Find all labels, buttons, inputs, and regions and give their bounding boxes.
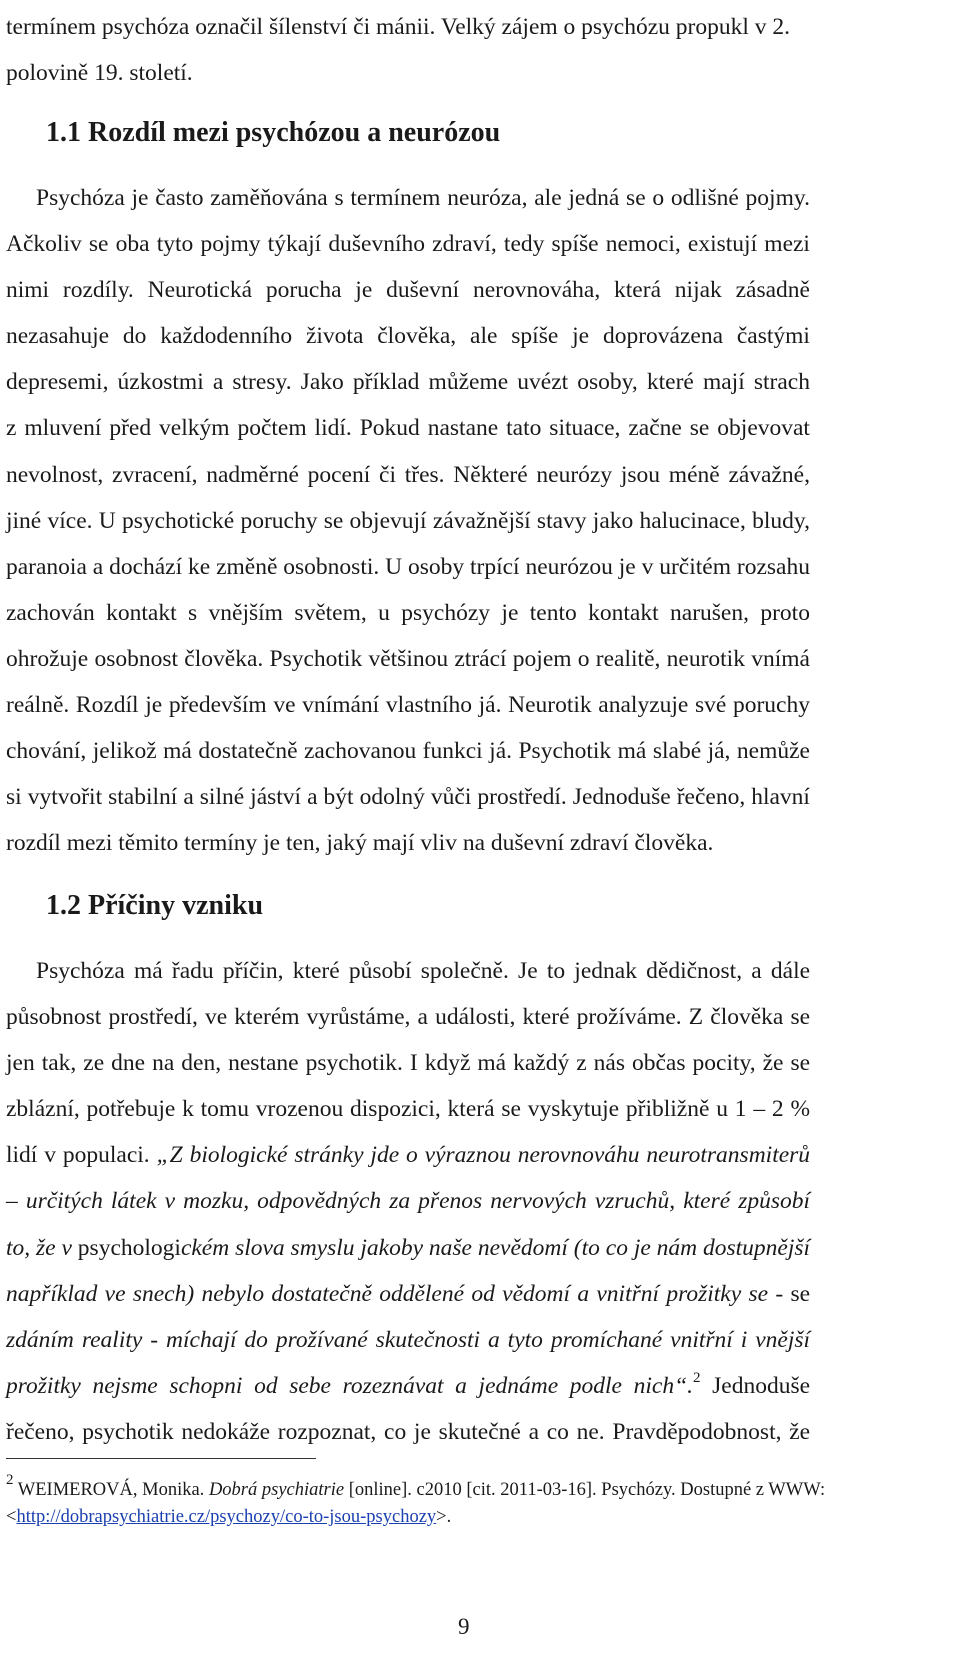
- footnote-reference[interactable]: 2: [693, 1369, 701, 1386]
- text-line: [6, 1132, 810, 1178]
- text-line: nezasahuje do každodenního života člověka, ale spíše je doprovázena častými: [6, 323, 810, 350]
- quote-run: to, že v: [6, 1234, 78, 1261]
- footnote-number: 2: [6, 1472, 14, 1488]
- text-line: si vytvořit stabilní a silné jáství a být odolný vůči prostředí. Jednoduše řečeno, hlavní: [6, 784, 810, 811]
- text-line: [6, 1271, 810, 1317]
- text-line: polovině 19. století.: [6, 60, 193, 87]
- text-line: nevolnost, zvracení, nadměrné pocení či třes. Některé neurózy jsou méně závažné,: [6, 461, 810, 488]
- text-line: Psychóza je často zaměňována s termínem neuróza, ale jedná se o odlišné pojmy.: [36, 185, 810, 211]
- text-line: [6, 1178, 810, 1224]
- text-line: termínem psychóza označil šílenství či mánii. Velký zájem o psychózu propukl v 2.: [6, 14, 791, 40]
- text-line: ohrožuje osobnost člověka. Psychotik většinou ztrácí pojem o realitě, neurotik vnímá: [6, 645, 810, 672]
- quote-run: – určitých látek v mozku, odpovědných za přenos nervových vzruchů, které způsobí: [6, 1188, 811, 1215]
- text-line: chování, jelikož má dostatečně zachovanou funkci já. Psychotik má slabé já, nemůže: [6, 738, 810, 765]
- text-run: Jednoduše: [700, 1372, 811, 1399]
- footnote: [6, 1472, 906, 1531]
- text-line: [6, 1225, 810, 1271]
- text-line: z mluvení před velkým počtem lidí. Pokud nastane tato situace, začne se objevovat: [6, 415, 810, 442]
- footnote-details: [online]. c2010 [cit. 2011-03-16]. Psychózy. Dostupné z WWW:: [344, 1480, 826, 1500]
- quote-run: zdáním reality - míchají do prožívané skutečnosti a tyto promíchané vnitřní i vnější: [6, 1326, 811, 1353]
- footnote-bracket-open: <: [6, 1507, 17, 1527]
- text-line: řečeno, psychotik nedokáže rozpoznat, co je skutečné a co ne. Pravděpodobnost, že: [6, 1418, 811, 1445]
- text-run: lidí v populaci.: [6, 1142, 157, 1169]
- footnote-bracket-close: >.: [436, 1507, 452, 1527]
- text-run: - se: [768, 1280, 811, 1307]
- text-line: reálně. Rozdíl je především ve vnímání vlastního já. Neurotik analyzuje své poruchy: [6, 692, 810, 719]
- footnote-title: Dobrá psychiatrie: [208, 1480, 345, 1500]
- text-line: Ačkoliv se oba tyto pojmy týkají duševního zdraví, tedy spíše nemoci, existují mezi: [6, 231, 810, 258]
- section-heading-1-1: 1.1 Rozdíl mezi psychózou a neurózou: [46, 117, 501, 148]
- text-line: depresemi, úzkostmi a stresy. Jako příklad můžeme uvézt osoby, které mají strach: [6, 369, 810, 396]
- text-line: působnost prostředí, ve kterém vyrůstáme, a události, které prožíváme. Z člověka se: [6, 1004, 811, 1031]
- text-line: [6, 1317, 810, 1363]
- quote-run: ckém slova smyslu jakoby naše nevědomí (to co je nám dostupnější: [180, 1234, 811, 1261]
- text-run: psychologi: [77, 1234, 181, 1261]
- text-line: rozdíl mezi těmito termíny je ten, jaký mají vliv na duševní zdraví člověka.: [6, 830, 714, 857]
- quote-run: prožitky nejsme schopni od sebe rozeznávat a jednáme podle nich“.: [6, 1372, 694, 1399]
- text-line: nimi rozdíly. Neurotická porucha je duševní nerovnováha, která nijak zásadně: [6, 277, 810, 304]
- section-heading-1-2: 1.2 Příčiny vzniku: [46, 890, 264, 921]
- footnote-link[interactable]: http://dobrapsychiatrie.cz/psychozy/co-to-jsou-psychozy: [16, 1507, 437, 1527]
- text-line: paranoia a dochází ke změně osobnosti. U osoby trpící neurózou je v určitém rozsahu: [6, 553, 810, 580]
- text-line: Psychóza má řadu příčin, které působí společně. Je to jednak dědičnost, a dále: [36, 958, 811, 984]
- text-line: jen tak, ze dne na den, nestane psychotik. I když má každý z nás občas pocity, že se: [6, 1050, 811, 1077]
- page-number: 9: [458, 1614, 470, 1639]
- text-line: jiné více. U psychotické poruchy se objevují závažnější stavy jako halucinace, bludy,: [6, 507, 810, 534]
- section-1-2-paragraph: [6, 948, 810, 1455]
- intro-paragraph: [6, 4, 790, 96]
- quote-run: „Z biologické stránky jde o výraznou nerovnováhu neurotransmiterů: [156, 1142, 811, 1169]
- footnote-author: WEIMEROVÁ, Monika.: [13, 1480, 209, 1500]
- text-line: zblázní, potřebuje k tomu vrozenou dispozici, která se vyskytuje přibližně u 1 – 2 %: [6, 1096, 811, 1123]
- text-line: zachován kontakt s vnějším světem, u psychózy je tento kontakt narušen, proto: [6, 599, 810, 626]
- footnote-separator: [6, 1458, 316, 1459]
- quote-run: například ve snech) nebylo dostatečně oddělené od vědomí a vnitřní prožitky se: [6, 1280, 769, 1307]
- text-line: [6, 1363, 810, 1409]
- section-1-1-paragraph: [6, 175, 810, 866]
